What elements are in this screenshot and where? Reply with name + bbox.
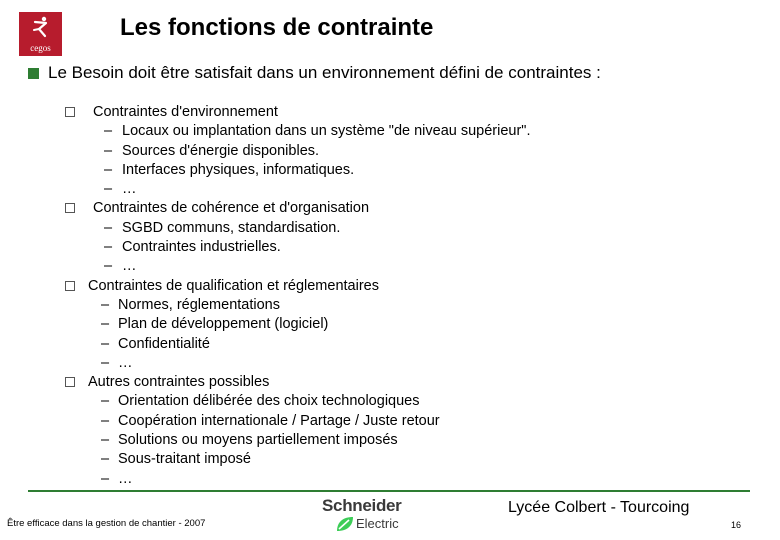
logo-text: cegos: [30, 43, 51, 53]
section-heading: Contraintes de qualification et réglementaires: [88, 277, 379, 294]
list-item: – Plan de développement (logiciel): [101, 316, 329, 333]
list-item: – Locaux ou implantation dans un système "de niveau supérieur".: [104, 123, 531, 140]
list-item: – …: [104, 181, 137, 198]
section-heading: Contraintes de cohérence et d'organisation: [93, 200, 370, 217]
section-environment: [0, 103, 780, 199]
constraints-list: [0, 103, 780, 489]
list-item: – …: [101, 470, 133, 487]
checkbox-bullet-icon: [65, 203, 75, 213]
section-heading: Contraintes d'environnement: [93, 104, 278, 120]
list-item: – …: [104, 258, 137, 275]
page-number: 16: [731, 520, 742, 530]
footer-divider: [28, 490, 750, 492]
checkbox-bullet-icon: [65, 107, 75, 117]
list-item: – Solutions ou moyens partiellement imposés: [101, 432, 398, 449]
section-heading: Autres contraintes possibles: [88, 374, 270, 391]
list-item: – Sources d'énergie disponibles.: [104, 142, 320, 159]
list-item: – Sous-traitant imposé: [101, 451, 251, 468]
brand-top-text: Schneider: [322, 496, 402, 515]
square-bullet-icon: [28, 68, 39, 79]
school-name: Lycée Colbert - Tourcoing: [508, 499, 690, 516]
cegos-logo: [19, 12, 62, 56]
footer-caption: Être efficace dans la gestion de chantier - 2007: [7, 518, 206, 529]
list-item: – …: [101, 354, 133, 371]
intro-text: Le Besoin doit être satisfait dans un environnement défini de contraintes :: [48, 63, 601, 82]
cegos-figure-icon: [30, 16, 52, 38]
checkbox-bullet-icon: [65, 377, 75, 387]
brand-leaf-icon: [336, 516, 354, 532]
schneider-electric-logo: [322, 496, 414, 536]
brand-bottom-text: Electric: [356, 516, 399, 531]
list-item: – Coopération internationale / Partage / Juste retour: [101, 412, 440, 429]
section-qualification: [0, 277, 780, 373]
list-item: – Normes, réglementations: [101, 296, 280, 313]
section-other: [0, 373, 780, 489]
list-item: – Contraintes industrielles.: [104, 239, 281, 256]
page-title: Les fonctions de contrainte: [120, 14, 434, 41]
list-item: – SGBD communs, standardisation.: [104, 219, 341, 236]
section-coherence: [0, 199, 780, 276]
list-item: – Interfaces physiques, informatiques.: [104, 161, 355, 178]
list-item: – Orientation délibérée des choix technologiques: [101, 393, 420, 410]
intro-line: [28, 63, 601, 83]
checkbox-bullet-icon: [65, 281, 75, 291]
list-item: – Confidentialité: [101, 335, 210, 352]
